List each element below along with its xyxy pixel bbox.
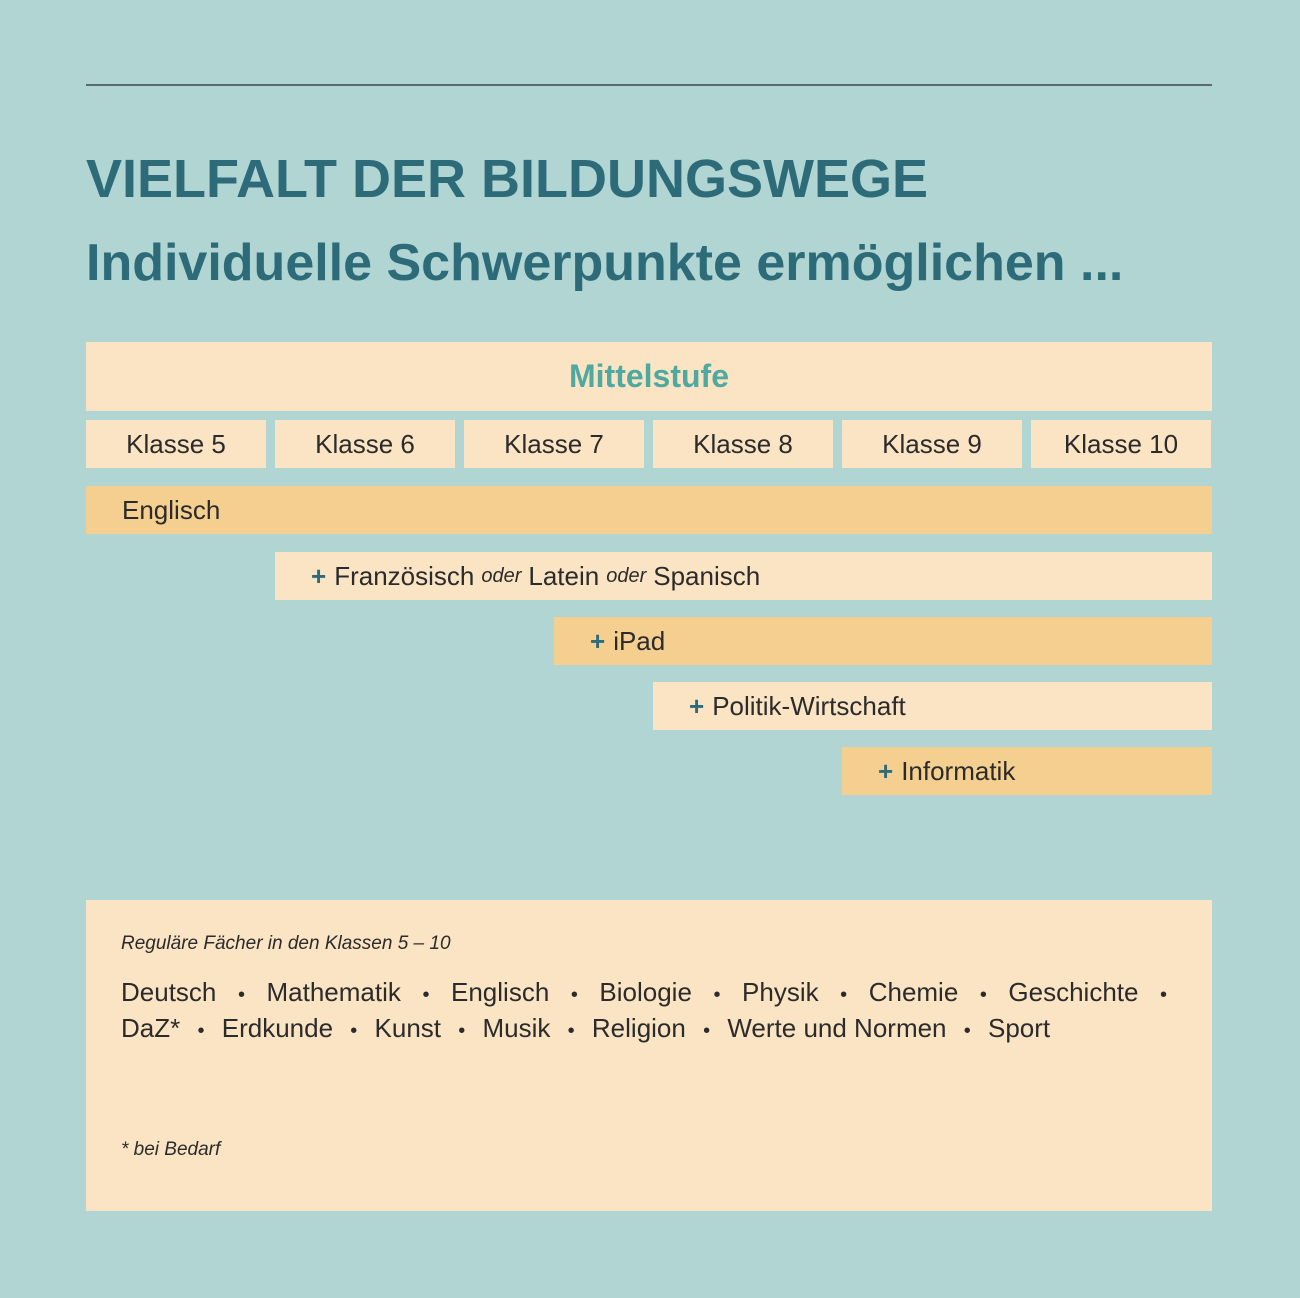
regular-subjects-heading: Reguläre Fächer in den Klassen 5 – 10 [121,933,451,954]
track-politik-label: Politik-Wirtschaft [712,690,906,721]
grade-cell-8: Klasse 8 [653,420,833,468]
bullet-separator: • [963,1020,971,1042]
track-ipad [554,617,1212,665]
stage-header [86,342,1212,411]
track-informatik-label: Informatik [901,755,1016,786]
grade-cell-10: Klasse 10 [1031,420,1211,468]
track-second-language [275,552,1212,600]
track-informatik [842,747,1212,795]
track-ipad-label: iPad [613,625,666,656]
track-englisch [86,486,1212,534]
subject-item: Musik [482,1013,551,1043]
subject-item: Religion [591,1013,686,1043]
subject-item: Biologie [599,977,692,1007]
bullet-separator: • [570,984,578,1006]
stage-label: Mittelstufe [569,358,729,394]
bullet-separator: • [979,984,987,1006]
page-subtitle: Individuelle Schwerpunkte ermöglichen ... [86,234,1124,292]
top-divider [86,84,1212,86]
grade-cell-5: Klasse 5 [86,420,266,468]
language-franzoesisch: Französisch [334,560,475,591]
language-latein: Latein [528,560,600,591]
subject-item: DaZ* [121,1013,181,1043]
bullet-separator: • [237,984,245,1006]
grade-cell-7: Klasse 7 [464,420,644,468]
bullet-separator: • [713,984,721,1006]
grade-cell-9: Klasse 9 [842,420,1022,468]
subject-item: Kunst [374,1013,442,1043]
subject-item: Werte und Normen [727,1013,947,1043]
subject-item: Sport [988,1013,1051,1043]
language-spanisch: Spanisch [653,560,761,591]
footnote: * bei Bedarf [121,1139,221,1160]
bullet-separator: • [350,1020,358,1042]
subject-item: Erdkunde [221,1013,334,1043]
track-politik-wirtschaft [653,682,1212,730]
regular-subjects-panel [86,900,1212,1211]
oder-connector: oder [606,564,647,587]
bullet-separator: • [197,1020,205,1042]
subject-item: Physik [742,977,819,1007]
bullet-separator: • [840,984,848,1006]
subject-item: Chemie [868,977,959,1007]
subject-item: Mathematik [266,977,401,1007]
bullet-separator: • [703,1020,711,1042]
bullet-separator: • [1160,984,1168,1006]
plus-icon: + [590,625,606,656]
subject-item: Deutsch [121,977,217,1007]
plus-icon: + [689,690,705,721]
bullet-separator: • [567,1020,575,1042]
bullet-separator: • [458,1020,466,1042]
subject-item: Geschichte [1008,977,1139,1007]
grade-cell-6: Klasse 6 [275,420,455,468]
bullet-separator: • [422,984,430,1006]
page-title: VIELFALT DER BILDUNGSWEGE [86,149,929,209]
track-englisch-label: Englisch [122,494,221,525]
regular-subjects-list [121,976,1177,1048]
plus-icon: + [878,755,894,786]
oder-connector: oder [481,564,522,587]
subject-item: Englisch [451,977,550,1007]
plus-icon: + [311,560,327,591]
